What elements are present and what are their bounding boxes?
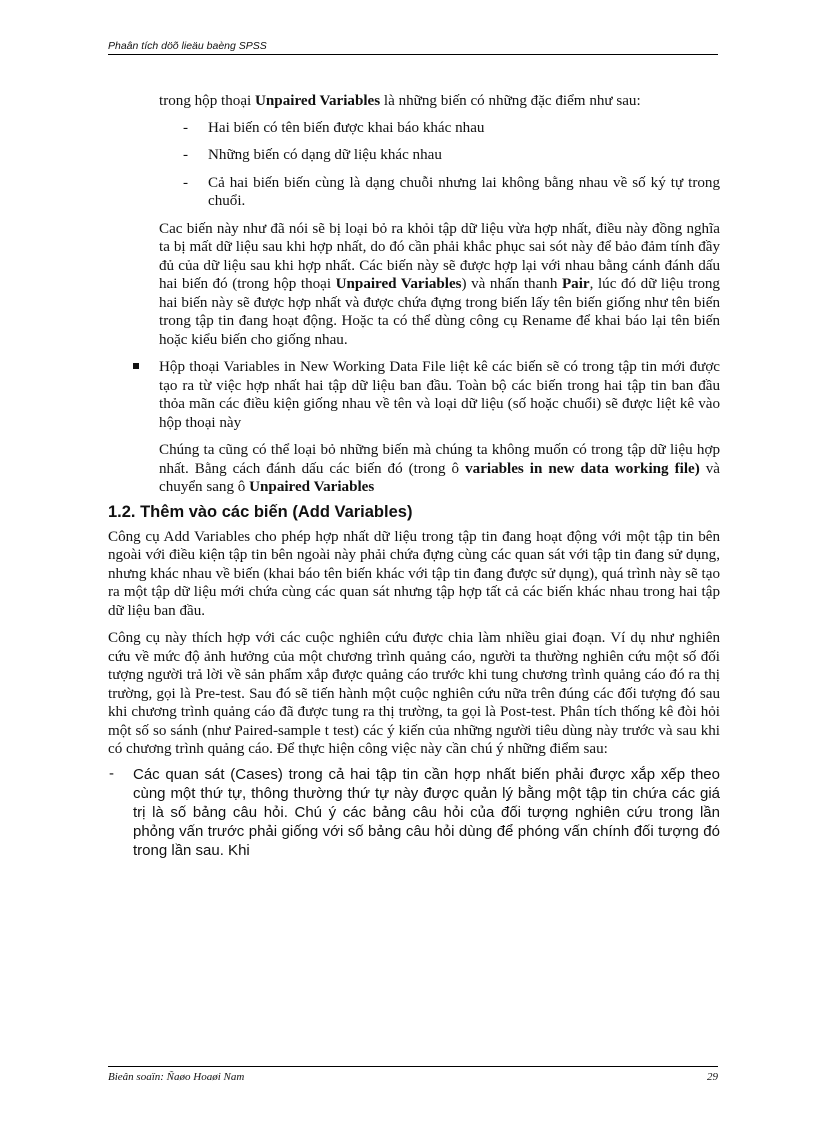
text-run: Cac biến này như đã nói sẽ bị loại bỏ ra khỏi tập dữ liệu vừa hợp nhất, điều này đồng nghĩa ta bị mất dữ liệu sau khi hợp nhất, do đó cần phải khắc phục sai sót này để bảo đảm tính đầy đủ của dữ liệu sau khi hợp nhất. Các biến này sẽ được hợp lại với nhau bằng cánh đánh dấu hai biến đó (trong hộp thoại xyxy=(159,220,720,292)
list-item xyxy=(183,146,720,165)
list-item xyxy=(183,174,720,211)
bold-term: variables in new data working file) xyxy=(465,460,700,477)
text-run: là những biến có những đặc điểm như sau: xyxy=(380,93,641,109)
text-run: ) và nhấn thanh xyxy=(461,276,562,292)
dash-marker: - xyxy=(183,147,189,163)
paragraph-merge-repair xyxy=(159,220,720,350)
text-run: , lúc đó dữ liệu trong hai biến này sẽ được hợp nhất và được chứa đựng trong biến lấy tên biến giống như tên biến trong tập tin đang hoạt động. Hoặc ta có thể dùng công cụ Rename để khai báo lại tên biến hoặc kiểu biến cho giống nhau. xyxy=(159,276,720,348)
text-run: Chúng ta cũng có thể loại bỏ những biến mà chúng ta không muốn có trong tập dữ liệu hợp nhất. Bằng cách đánh dấu các biến đó (trong ô xyxy=(159,442,720,477)
list-item-text: Cả hai biến biến cùng là dạng chuỗi nhưng lai không bằng nhau về số ký tự trong chuổi. xyxy=(208,174,720,209)
bold-term: Unpaired Variables xyxy=(335,276,462,292)
paragraph-remove-variables xyxy=(159,441,720,497)
page-content xyxy=(108,92,720,861)
section-heading: 1.2. Thêm vào các biến (Add Variables) xyxy=(108,502,413,521)
page-number: 29 xyxy=(707,1071,718,1083)
bold-term: Unpaired Variables xyxy=(255,93,381,109)
dash-marker: - xyxy=(183,119,189,136)
square-bullet-icon xyxy=(133,363,139,369)
bullet-item xyxy=(159,358,720,432)
list-item xyxy=(109,764,720,861)
dash-marker: - xyxy=(109,764,114,782)
list-item-text: Các quan sát (Cases) trong cả hai tập tin cần hợp nhất biến phải được xắp xếp theo cùng một thứ tự, thông thường thứ tự này được quản lý bằng một tập tin chứa các giá trị là số bảng câu hỏi. Chú ý các bảng câu hỏi của đối tượng nghiên cứu trong lần phỏng vấn trước phải giống với số bảng câu hỏi dùng để phóng vấn chính đối tượng đó trong lần sau. Khi xyxy=(133,765,720,860)
dash-marker: - xyxy=(183,174,189,191)
bullet-text: Hộp thoại Variables in New Working Data File liệt kê các biến sẽ có trong tập tin mới được tạo ra từ việc hợp nhất hai tập dữ liệu ban đầu. Toàn bộ các biến trong hai tập tin ban đầu thỏa mãn các điều kiện giống nhau về tên và loại dữ liệu (số hoặc chuổi) sẽ được liệt kê vào hộp thoại này xyxy=(159,359,720,431)
page-header xyxy=(108,40,718,55)
list-item-text: Hai biến có tên biến được khai báo khác nhau xyxy=(208,119,485,136)
bold-term: Unpaired Variables xyxy=(249,479,375,495)
list-item xyxy=(183,119,720,138)
footer-author: Bieân soaïn: Ñaøo Hoaøi Nam xyxy=(108,1071,245,1083)
paragraph-add-variables: Công cụ Add Variables cho phép hợp nhất dữ liệu trong tập tin đang hoạt động với một tập tin bên ngoài với điều kiện tập tin bên ngoài này phải chứa đựng cùng các quan sát với tập tin đang sử dụng, nhưng khác nhau về biến (khai báo tên biến khác với tập tin đang được sử dụng), quá trình này sẽ tạo ra một tập dữ liệu mới chứa cùng các quan sát nhưng tập hợp tất cả các biến khác nhau trong hai tập dữ liệu ban đầu. xyxy=(108,528,720,619)
paragraph-example: Công cụ này thích hợp với các cuộc nghiên cứu được chia làm nhiều giai đoạn. Ví dụ như nghiên cứu về mức độ ảnh hưởng của một chương trình quảng cáo, người ta thường nghiên cứu một số đối tượng người trả lời về sản phẩm xắp được quảng cáo trước khi tung chương trình quảng cáo đó ra thị trường, gọi là Pre-test. Sau đó sẽ tiến hành một cuộc nghiên cứu nữa trên đúng các đối tượng đó sau khi chương trình quảng cáo đã được tung ra thị trường, ta gọi là Post-test. Phân tích thống kê đòi hỏi một số so sánh (như Paired-sample t test) các ý kiến của những người tiêu dùng này trước và sau khi có chương trình quảng cáo. Để thực hiện công việc này cần chú ý những điểm sau: xyxy=(108,630,720,757)
text-run: trong hộp thoại xyxy=(159,93,256,109)
dash-list xyxy=(108,119,720,211)
footer-divider xyxy=(108,1066,718,1067)
paragraph-unpaired-intro xyxy=(159,92,720,111)
bold-term: Pair xyxy=(561,276,590,292)
text-run: và chuyển sang ô xyxy=(159,460,720,495)
list-item-text: Những biến có dạng dữ liệu khác nhau xyxy=(208,147,442,163)
header-title: Phaân tích döõ lieäu baèng SPSS xyxy=(108,40,267,52)
